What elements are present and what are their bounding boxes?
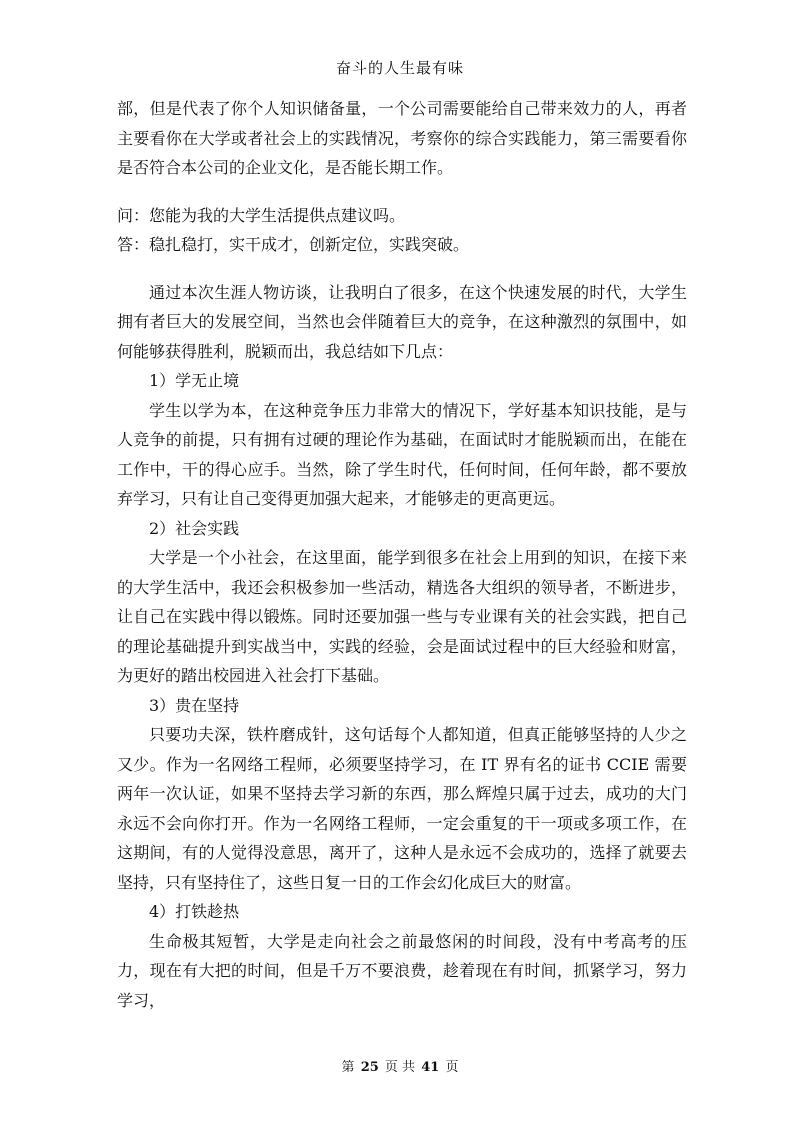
- answer-line: 答：稳扎稳打，实干成才，创新定位，实践突破。: [117, 235, 470, 254]
- summary-paragraph: 通过本次生涯人物访谈，让我明白了很多，在这个快速发展的时代，大学生拥有者巨大的发展空间，当然也会伴随着巨大的竞争，在这种激烈的氛围中，如何能够获得胜利，脱颖而出，我总结如下几点：: [117, 282, 687, 361]
- page-body: [117, 94, 687, 1015]
- page-header: 奋斗的人生最有味: [335, 59, 464, 77]
- spacer: [117, 183, 687, 201]
- section-heading-4: 4）打铁趁热: [149, 902, 240, 921]
- spacer: [117, 260, 687, 278]
- section-heading-2: 2）社会实践: [149, 518, 240, 538]
- section-text-4: 生命极其短暂，大学是走向社会之前最悠闲的时间段，没有中考高考的压力，现在有大把的时间，但是千万不要浪费，趁着现在有时间，抓紧学习，努力学习，: [117, 931, 687, 1010]
- footer-prefix: 第: [341, 1060, 355, 1075]
- total-page-count: 41: [421, 1060, 440, 1075]
- section-heading-1: 1）学无止境: [149, 371, 240, 390]
- question-line: 问：您能为我的大学生活提供点建议吗。: [117, 205, 406, 225]
- section-heading-3: 3）贵在坚持: [149, 695, 240, 715]
- page-footer: [0, 1056, 800, 1075]
- current-page-number: 25: [360, 1060, 379, 1075]
- continuation-paragraph: 部，但是代表了你个人知识储备量，一个公司需要能给自己带来效力的人，再者主要看你在大学或者社会上的实践情况，考察你的综合实践能力，第三需要看你是否符合本公司的企业文化，是否能长期工作。: [117, 99, 687, 177]
- footer-middle: 页 共: [384, 1060, 416, 1075]
- section-text-1: 学生以学为本，在这种竞争压力非常大的情况下，学好基本知识技能，是与人竞争的前提，只有拥有过硬的理论作为基础，在面试时才能脱颖而出，在能在工作中，干的得心应手。当然，除了学生时代，任何时间，任何年龄，都不要放弃学习，只有让自己变得更加强大起来，才能够走的更高更远。: [117, 400, 687, 508]
- section-text-3: 只要功夫深，铁杵磨成针，这句话每个人都知道，但真正能够坚持的人少之又少。作为一名网络工程师，必须要坚持学习，在 IT 界有名的证书 CCIE 需要两年一次认证，如果不坚持去学习新的东西，那么辉煌只属于过去，成功的大门永远不会向你打开。作为一名网络工程师，一定会重复的干一项或多项工作，在这期间，有的人觉得没意思，离开了，这种人是永远不会成功的，选择了就要去坚持，只有坚持住了，这些日复一日的工作会幻化成巨大的财富。: [117, 725, 687, 892]
- section-text-2: 大学是一个小社会，在这里面，能学到很多在社会上用到的知识，在接下来的大学生活中，我还会积极参加一些活动，精选各大组织的领导者，不断进步，让自己在实践中得以锻炼。同时还要加强一些与专业课有关的社会实践，把自己的理论基础提升到实战当中，实践的经验，会是面试过程中的巨大经验和财富，为更好的踏出校园进入社会打下基础。: [117, 548, 687, 685]
- footer-suffix: 页: [445, 1060, 459, 1075]
